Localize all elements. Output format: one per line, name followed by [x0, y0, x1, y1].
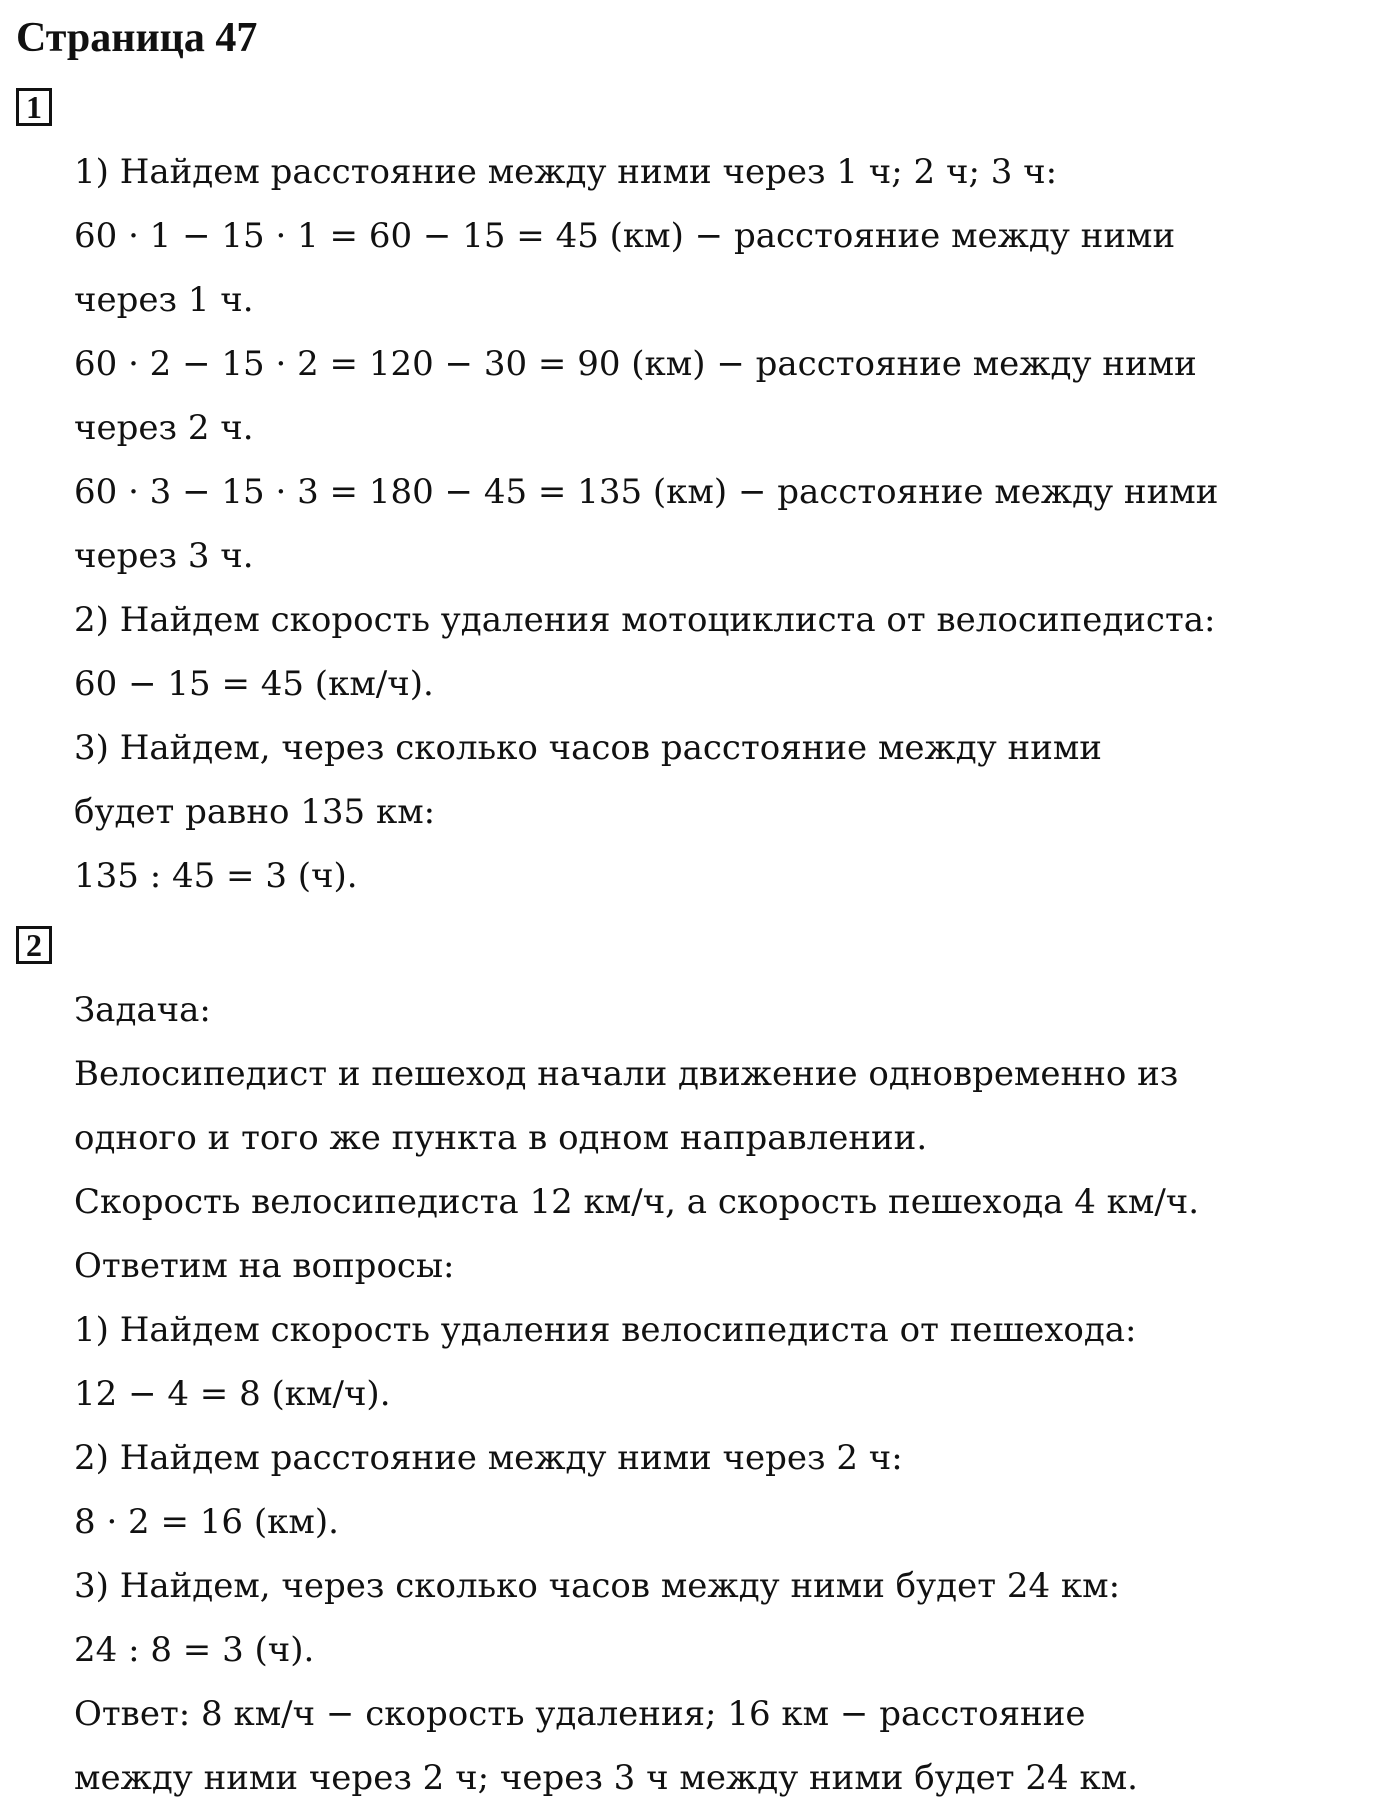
solution-line: между ними через 2 ч; через 3 ч между ними будет 24 км. — [74, 1758, 1138, 1798]
task-number-2: 2 — [16, 926, 52, 964]
task-2-solution — [74, 978, 1199, 1810]
solution-line: 24 : 8 = 3 (ч). — [74, 1630, 315, 1670]
solution-line: 60 · 3 − 15 · 3 = 180 − 45 = 135 (км) − расстояние между ними — [74, 472, 1219, 512]
solution-line: одного и того же пункта в одном направлении. — [74, 1118, 928, 1158]
solution-line: Задача: — [74, 990, 211, 1030]
solution-line: Велосипедист и пешеход начали движение одновременно из — [74, 1054, 1179, 1094]
solution-line: 8 · 2 = 16 (км). — [74, 1502, 339, 1542]
solution-line: через 1 ч. — [74, 280, 254, 320]
solution-line: 135 : 45 = 3 (ч). — [74, 856, 358, 896]
solution-line: Скорость велосипедиста 12 км/ч, а скорость пешехода 4 км/ч. — [74, 1182, 1200, 1222]
page-title: Страница 47 — [16, 15, 258, 61]
solution-line: Ответ: 8 км/ч − скорость удаления; 16 км − расстояние — [74, 1694, 1086, 1734]
task-1-solution — [74, 140, 1218, 908]
task-number-1: 1 — [16, 88, 52, 126]
solution-line: 60 · 1 − 15 · 1 = 60 − 15 = 45 (км) − расстояние между ними — [74, 216, 1176, 256]
solution-line: 1) Найдем расстояние между ними через 1 ч; 2 ч; 3 ч: — [74, 152, 1058, 192]
solution-line: 2) Найдем скорость удаления мотоциклиста от велосипедиста: — [74, 600, 1216, 640]
solution-line: 1) Найдем скорость удаления велосипедиста от пешехода: — [74, 1310, 1137, 1350]
solution-line: будет равно 135 км: — [74, 792, 436, 832]
solution-line: 60 · 2 − 15 · 2 = 120 − 30 = 90 (км) − расстояние между ними — [74, 344, 1197, 384]
solution-line: 60 − 15 = 45 (км/ч). — [74, 664, 434, 704]
solution-line: Ответим на вопросы: — [74, 1246, 455, 1286]
solution-line: через 2 ч. — [74, 408, 254, 448]
solution-line: 12 − 4 = 8 (км/ч). — [74, 1374, 391, 1414]
solution-line: 3) Найдем, через сколько часов расстояние между ними — [74, 728, 1102, 768]
solution-line: через 3 ч. — [74, 536, 254, 576]
solution-line: 3) Найдем, через сколько часов между ними будет 24 км: — [74, 1566, 1121, 1606]
solution-line: 2) Найдем расстояние между ними через 2 ч: — [74, 1438, 903, 1478]
